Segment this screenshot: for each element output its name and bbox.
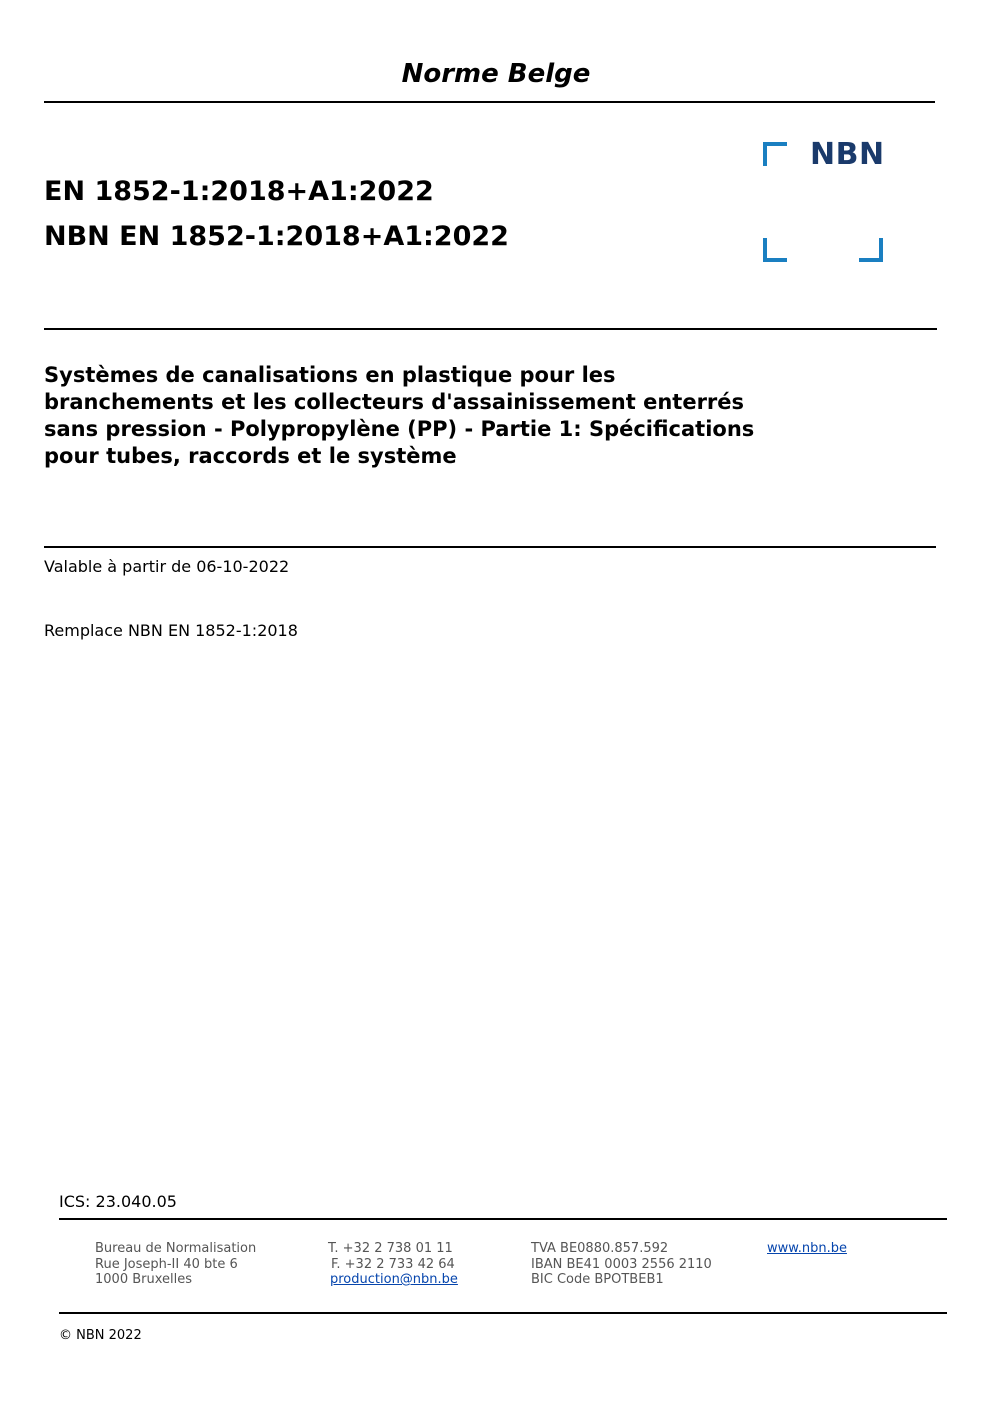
footer-banking-line: BIC Code BPOTBEB1 bbox=[531, 1272, 664, 1287]
logo-corner-top-left bbox=[763, 142, 787, 166]
document-title-line: branchements et les collecteurs d'assainissement enterrés bbox=[44, 390, 745, 414]
footer-web bbox=[767, 1241, 847, 1257]
header-divider bbox=[44, 101, 935, 103]
page-header-title: Norme Belge bbox=[401, 59, 591, 89]
standard-code-nbn: NBN EN 1852-1:2018+A1:2022 bbox=[44, 221, 509, 252]
footer-divider-top bbox=[59, 1218, 947, 1220]
logo-corner-bottom-left bbox=[763, 238, 787, 262]
footer-address bbox=[95, 1241, 256, 1288]
footer-phone: T. +32 2 738 01 11 bbox=[328, 1241, 453, 1256]
logo-corner-bottom-right bbox=[859, 238, 883, 262]
footer-address-line: Rue Joseph-II 40 bte 6 bbox=[95, 1256, 238, 1272]
nbn-bracket-logo-icon bbox=[760, 138, 886, 266]
footer-divider-bottom bbox=[59, 1312, 947, 1314]
section-divider-2 bbox=[44, 546, 936, 548]
replaces-text: Remplace NBN EN 1852-1:2018 bbox=[44, 621, 298, 640]
copyright-text: © NBN 2022 bbox=[59, 1328, 142, 1343]
document-title-line: pour tubes, raccords et le système bbox=[44, 444, 457, 468]
footer-banking bbox=[531, 1241, 712, 1288]
document-title bbox=[44, 362, 884, 470]
footer-contact bbox=[328, 1241, 458, 1288]
footer-banking-line: IBAN BE41 0003 2556 2110 bbox=[531, 1256, 712, 1272]
valid-from-text: Valable à partir de 06-10-2022 bbox=[44, 557, 290, 576]
logo-text: NBN bbox=[810, 137, 885, 172]
standard-code-en: EN 1852-1:2018+A1:2022 bbox=[44, 176, 434, 207]
footer-address-line: Bureau de Normalisation bbox=[95, 1241, 257, 1256]
footer-fax: F. +32 2 733 42 64 bbox=[331, 1256, 455, 1272]
ics-code: ICS: 23.040.05 bbox=[59, 1192, 177, 1211]
footer-website-link[interactable]: www.nbn.be bbox=[767, 1241, 847, 1256]
section-divider-1 bbox=[44, 328, 937, 330]
footer-email-link[interactable]: production@nbn.be bbox=[330, 1272, 458, 1287]
footer-banking-line: TVA BE0880.857.592 bbox=[531, 1241, 669, 1256]
footer-address-line: 1000 Bruxelles bbox=[95, 1272, 193, 1287]
document-title-line: sans pression - Polypropylène (PP) - Partie 1: Spécifications bbox=[44, 417, 755, 441]
document-title-line: Systèmes de canalisations en plastique pour les bbox=[44, 363, 616, 387]
